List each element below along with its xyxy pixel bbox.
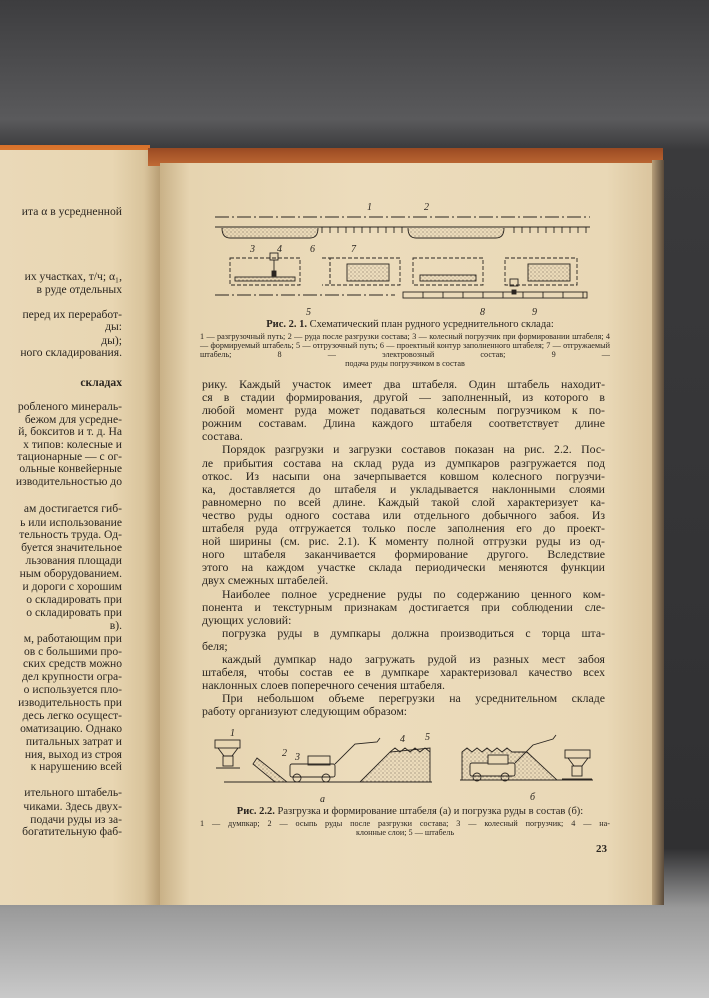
body-line: Наиболее полное усреднение руды по содержанию ценного ком- [222, 586, 605, 601]
figure-label: 2 [424, 202, 429, 213]
left-page-line: льзования площади [25, 554, 122, 567]
figure-label: 3 [250, 244, 255, 255]
body-line: Порядок разгрузки и загрузки составов показан на рис. 2.2. Пос- [222, 442, 605, 457]
left-page-line: изводительность при [18, 696, 122, 709]
left-page-line: ды); [101, 334, 122, 347]
body-line: каждый думпкар надо загружать рудой из разных мест забоя [222, 651, 605, 666]
page-edge-shadow [652, 160, 664, 905]
figure-label: 9 [532, 307, 537, 318]
body-line: чество руды одного состава или отдельного добычного забоя. Из [202, 507, 605, 522]
left-page-line: о складировать при [26, 593, 122, 606]
left-page-line: о складировать при [26, 606, 122, 619]
body-line: состава. [202, 429, 243, 444]
left-page-line: ских средств можно [23, 657, 122, 670]
figure-sublabel-a: а [320, 794, 325, 805]
left-page-line: изводительностью до [15, 475, 122, 488]
body-line: ка, доставляется до штабеля и укладывается наклонными слоями [202, 481, 605, 496]
left-page-line: о используется пло- [23, 683, 122, 696]
figure-2-1-diagram [210, 195, 600, 320]
left-page-line: подачи руды из за- [30, 813, 122, 826]
left-page-line: ния, выход из строя [24, 748, 122, 761]
left-page-line: ительного штабель- [24, 786, 122, 799]
figure-label: 4 [277, 244, 282, 255]
body-line: погрузка руды в думпкары должна производиться с торца шта- [222, 625, 605, 640]
figure-label: 1 [230, 728, 235, 739]
figure-2-1-caption-legend: 1 — разгрузочный путь; 2 — руда после разгрузки состава; 3 — колесный погрузчик при формировании штабеля; 4 — формируемый штабель; 5 — отгрузочный путь; 6 — проектный контур заполненного штабеля; 7 — отгружаемый штабель; 8 — электровозный состав; 9 — подача руды погрузчиком в состав [200, 332, 610, 368]
figure-label: 3 [295, 752, 300, 763]
body-line: беля; [202, 638, 228, 653]
left-page-line: буется значительное [21, 541, 122, 554]
body-line: понента и текстурным признакам достигается при соблюдении сле- [202, 599, 605, 614]
figure-label: 5 [306, 307, 311, 318]
body-text [202, 378, 605, 718]
left-page-line: их участках, т/ч; α₁, [24, 270, 122, 283]
left-page-line: х типов: колесные и [23, 438, 122, 451]
body-line: рожним составам. Длина каждого штабеля соответствует длине [202, 416, 605, 431]
body-line: работу организуют следующим образом: [202, 704, 408, 719]
body-line: При небольшом объеме перегрузки на усреднительном складе [222, 691, 605, 706]
page-number: 23 [596, 843, 607, 855]
body-line: откос. Из насыпи она зачерпывается ковшом колесного погрузчи- [202, 468, 605, 483]
figure-label: 6 [310, 244, 315, 255]
left-page-text [0, 0, 122, 998]
left-page-line: ита α в усредненной [21, 205, 122, 218]
left-page-line: десь легко осущест- [22, 709, 122, 722]
body-line: ной ширины (см. рис. 2.1). К моменту полной отгрузки руды из од- [202, 534, 605, 549]
left-page-line: оматизацию. Однако [20, 722, 122, 735]
figure-2-2-caption-title: Рис. 2.2. Разгрузка и формирование штабеля (а) и погрузка руды в состав (б): [236, 806, 584, 817]
left-page-line: тельность труда. Од- [19, 528, 122, 541]
body-line: дующих условий: [202, 612, 292, 627]
left-page-line: ольные конвейерные [19, 462, 122, 475]
left-page-line: ов с большими про- [23, 645, 122, 658]
body-line: ле прибытия состава на склад руда из думпкаров разгружается под [202, 455, 605, 470]
body-line: ного штабеля заканчивается формирование другого. Вследствие [202, 547, 605, 562]
left-page-line: в). [109, 619, 122, 632]
figure-sublabel-b: б [530, 792, 536, 803]
left-page-line: питальных затрат и [25, 735, 122, 748]
left-page-line: й, бокситов и т. д. На [18, 425, 122, 438]
left-page-line: и дороги с хорошим [22, 580, 122, 593]
figure-label: 1 [367, 202, 372, 213]
body-line: любой момент руда может подаваться колесным погрузчиком к по- [202, 403, 605, 418]
body-line: этого на каждом участке склада периодически меняются функции [202, 560, 605, 575]
figure-label: 7 [351, 244, 356, 255]
figure-2-2-caption-legend: 1 — думпкар; 2 — осыпь руды после разгрузки состава; 3 — колесный погрузчик; 4 — на- клонные слои; 5 — штабель [200, 819, 610, 837]
left-page-line: ным оборудованием. [19, 567, 122, 580]
body-line: двух смежных штабелей. [202, 573, 329, 588]
left-page-line: ды: [105, 320, 122, 333]
left-page-line: богатительную фаб- [22, 825, 122, 838]
left-page-line: м, работающим при [23, 632, 122, 645]
left-page-line: ного складирования. [20, 346, 122, 359]
figure-label: 5 [425, 732, 430, 743]
left-page-line: ам достигается гиб- [23, 502, 122, 515]
left-page-line: перед их переработ- [22, 308, 122, 321]
left-page-line: робленого минераль- [17, 400, 122, 413]
body-line: ся в стадии формирования, другой — заполненный, из которого в [202, 390, 605, 405]
left-page-line: складах [80, 376, 122, 389]
left-page-line: к нарушению всей [30, 760, 122, 773]
body-line: штабеля, чтобы состав ее в думпкаре характеризовал качество всех [202, 665, 605, 680]
body-line: рику. Каждый участок имеет два штабеля. Один штабель находит- [202, 377, 605, 391]
body-line: наклонных слоев поперечного сечения штабеля. [202, 678, 445, 693]
figure-label: 2 [282, 748, 287, 759]
figure-2-1-caption-title: Рис. 2. 1. Схематический план рудного усреднительного склада: [266, 319, 554, 330]
left-page-line: ь или использование [20, 516, 122, 529]
figure-2-2-diagram [210, 728, 600, 806]
left-page-line: чиками. Здесь двух- [23, 800, 122, 813]
left-page-line: бежом для усредне- [24, 413, 122, 426]
figure-label: 4 [400, 734, 405, 745]
left-page-line: тационарные — с ог- [17, 450, 122, 463]
left-page-line: дел крупности огра- [22, 670, 122, 683]
body-line: штабеля руда отгружается только после заполнения его до проект- [202, 521, 605, 536]
body-line: равномерно по всей длине. Каждый такой слой характеризует ка- [202, 494, 605, 509]
left-page-line: в руде отдельных [36, 283, 122, 296]
figure-label: 8 [480, 307, 485, 318]
